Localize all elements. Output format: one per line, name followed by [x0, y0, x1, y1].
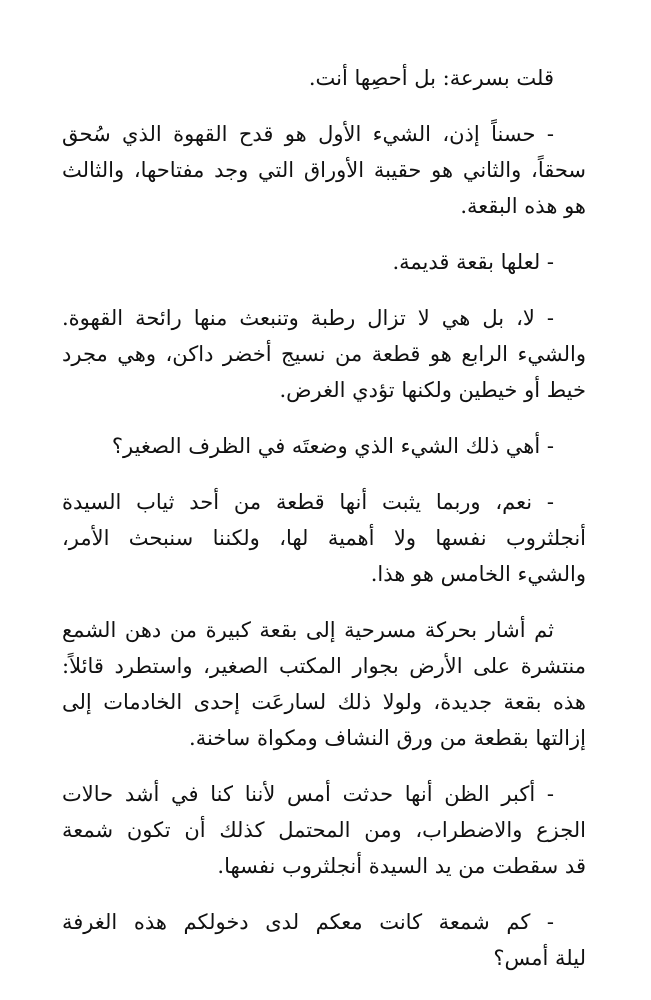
- text-line: قد سقطت من يد السيدة أنجلثروب نفسها.: [217, 854, 586, 878]
- text-line: سحقاً، والثاني هو حقيبة الأوراق التي وجد مفتاحها، والثالث: [62, 158, 586, 182]
- text-line: والشيء الخامس هو هذا.: [370, 562, 586, 586]
- paragraph-9: [62, 904, 586, 976]
- text-line: هذه بقعة جديدة، ولولا ذلك لسارعَت إحدى الخادمات إلى: [62, 690, 586, 714]
- text-line: قلت بسرعة: بل أحصِها أنت.: [308, 66, 554, 90]
- book-page: [62, 60, 586, 996]
- text-line: - كم شمعة كانت معكم لدى دخولكم هذه الغرفة: [62, 910, 554, 934]
- text-line: - أهي ذلك الشيء الذي وضعتَه في الظرف الصغير؟: [111, 434, 554, 458]
- text-line: خيط أو خيطين ولكنها تؤدي الغرض.: [279, 378, 586, 402]
- text-line: ثم أشار بحركة مسرحية إلى بقعة كبيرة من دهن الشمع: [62, 618, 554, 642]
- paragraph-1: [62, 60, 586, 96]
- paragraph-4: [62, 300, 586, 408]
- text-line: - نعم، وربما يثبت أنها قطعة من أحد ثياب السيدة: [62, 490, 554, 514]
- text-line: - أكبر الظن أنها حدثت أمس لأننا كنا في أشد حالات: [62, 782, 554, 806]
- text-line: والشيء الرابع هو قطعة من نسيج أخضر داكن، وهي مجرد: [62, 342, 586, 366]
- paragraph-6: [62, 484, 586, 592]
- text-line: إزالتها بقطعة من ورق النشاف ومكواة ساخنة.: [189, 726, 586, 750]
- text-line: - حسناً إذن، الشيء الأول هو قدح القهوة الذي سُحق: [62, 122, 554, 146]
- paragraph-5: [62, 428, 586, 464]
- text-line: هو هذه البقعة.: [460, 194, 586, 218]
- text-line: ليلة أمس؟: [493, 946, 586, 970]
- text-line: الجزع والاضطراب، ومن المحتمل كذلك أن تكون شمعة: [62, 818, 586, 842]
- paragraph-3: [62, 244, 586, 280]
- text-line: - لا، بل هي لا تزال رطبة وتنبعث منها رائحة القهوة.: [62, 306, 554, 330]
- text-line: منتشرة على الأرض بجوار المكتب الصغير، واستطرد قائلاً:: [62, 654, 586, 678]
- text-line: أنجلثروب نفسها ولا أهمية لها، ولكننا سنبحث الأمر،: [62, 526, 586, 550]
- paragraph-8: [62, 776, 586, 884]
- paragraph-2: [62, 116, 586, 224]
- text-line: - لعلها بقعة قديمة.: [392, 250, 554, 274]
- paragraph-7: [62, 612, 586, 756]
